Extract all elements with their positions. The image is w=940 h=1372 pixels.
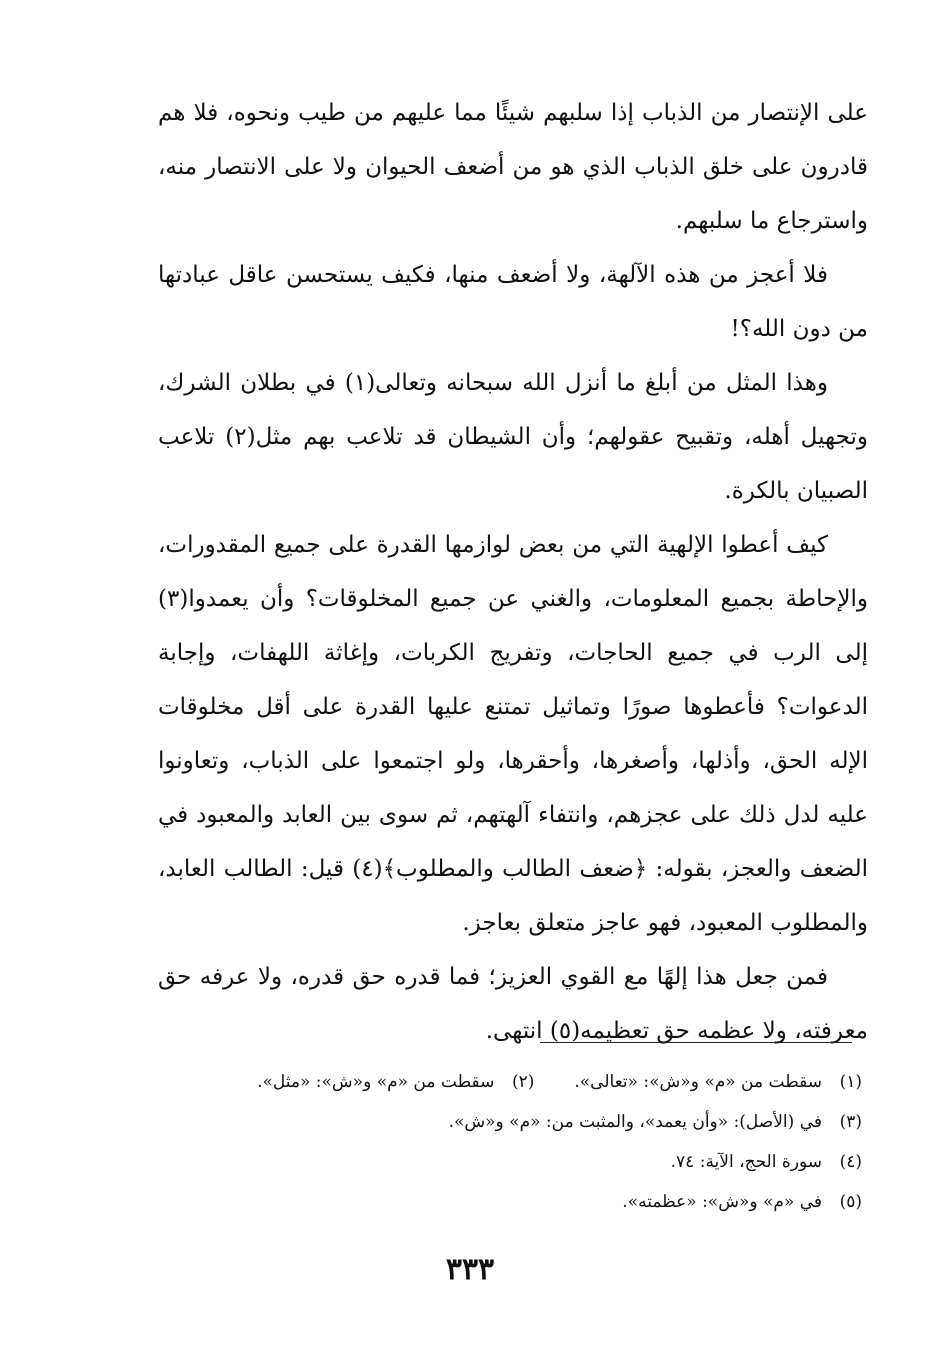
footnote-number: (١) (839, 1072, 862, 1092)
main-text (158, 86, 868, 1058)
footnote-3 (449, 1102, 862, 1142)
footnote-number: (٥) (839, 1192, 862, 1212)
footnote-number: (٣) (839, 1112, 862, 1132)
footnote-text: سورة الحج، الآية: ٧٤. (670, 1152, 822, 1172)
footnote-4 (671, 1142, 862, 1182)
footnote-line (150, 1102, 862, 1142)
footnote-text: في «م» و«ش»: «عظمته». (622, 1192, 822, 1212)
footnote-text: في (الأصل): «وأن يعمد»، والمثبت من: «م» و«ش». (448, 1112, 822, 1132)
paragraph: فلا أعجز من هذه الآلهة، ولا أضعف منها، فكيف يستحسن عاقل عبادتها من دون الله؟! (158, 262, 868, 342)
footnote-line (150, 1142, 862, 1182)
footnote-2 (257, 1062, 534, 1102)
paragraph: على الإنتصار من الذباب إذا سلبهم شيئًا مما عليهم من طيب ونحوه، فلا هم قادرون على خلق الذباب الذي هو من أضعف الحيوان ولا على الانتصار منه، واسترجاع ما سلبهم. (158, 100, 868, 234)
paragraph: كيف أعطوا الإلهية التي من بعض لوازمها القدرة على جميع المقدورات، والإحاطة بجميع المعلومات، والغني عن جميع المخلوقات؟ وأن يعمدوا(٣) إلى الرب في جميع الحاجات، وتفريج الكربات، وإغاثة اللهفات، وإجابة الدعوات؟ فأعطوها صورًا وتماثيل تمتنع عليها القدرة على أقل مخلوقات الإله الحق، وأذلها، وأصغرها، وأحقرها، ولو اجتمعوا على الذباب، وتعاونوا عليه لدل ذلك على عجزهم، وانتفاء آلهتهم، ثم سوى بين العابد والمعبود في الضعف والعجز، بقوله: ﴿ضعف الطالب والمطلوب﴾(٤) قيل: الطالب العابد، والمطلوب المعبود، فهو عاجز متعلق بعاجز. (158, 532, 868, 936)
footnote-5 (622, 1182, 862, 1222)
footnote-number: (٢) (511, 1072, 535, 1092)
footnote-text: سقطت من «م» و«ش»: «تعالى». (574, 1072, 822, 1092)
paragraph: وهذا المثل من أبلغ ما أنزل الله سبحانه وتعالى(١) في بطلان الشرك، وتجهيل أهله، وتقبيح عقولهم؛ وأن الشيطان قد تلاعب بهم مثل(٢) تلاعب الصبيان بالكرة. (158, 370, 868, 504)
footnote-number: (٤) (839, 1152, 862, 1172)
footnote-line (150, 1062, 862, 1102)
footnote-1 (574, 1062, 862, 1102)
footnote-text: سقطت من «م» و«ش»: «مثل». (257, 1072, 495, 1092)
footnotes (150, 1062, 862, 1222)
page-number: ٣٣٣ (445, 1252, 495, 1287)
paragraph: فمن جعل هذا إلهًا مع القوي العزيز؛ فما قدره حق قدره، ولا عرفه حق معرفته، ولا عظمه حق تعظيمه(٥) انتهى. (158, 964, 868, 1044)
footnote-divider (540, 1042, 852, 1043)
footnote-line (150, 1182, 862, 1222)
